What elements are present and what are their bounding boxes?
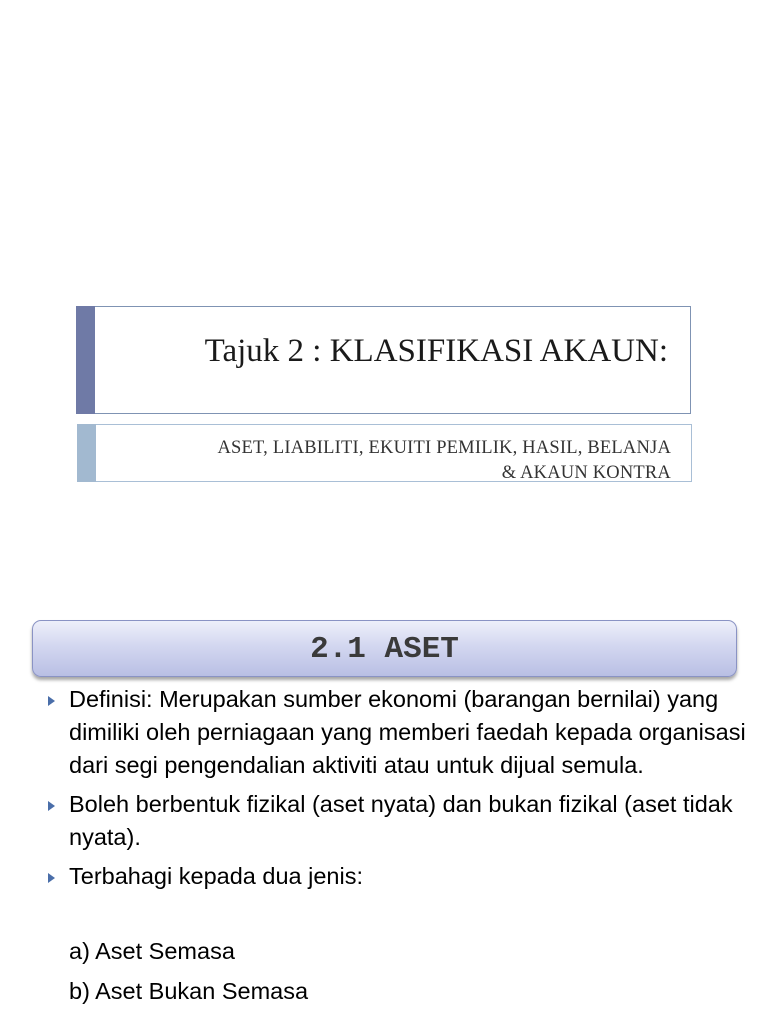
bullet-list: [46, 683, 746, 899]
sub-item-non-current-assets: b) Aset Bukan Semasa: [69, 978, 309, 1004]
bullet-text: Terbahagi kepada dua jenis:: [69, 863, 363, 889]
section-heading: 2.1 ASET: [310, 632, 459, 667]
sub-item-current-assets: a) Aset Semasa: [69, 938, 235, 964]
title-accent-bar: [76, 306, 95, 414]
subtitle-line-2: & AKAUN KONTRA: [501, 463, 671, 483]
slide-subtitle: [111, 436, 671, 486]
bullet-triangle-icon: [48, 696, 55, 706]
bullet-text: Definisi: Merupakan sumber ekonomi (barangan bernilai) yang dimiliki oleh perniagaan yang memberi faedah kepada organisasi dari segi pengendalian aktiviti atau untuk dijual semula.: [69, 686, 746, 778]
bullet-item-definition: [46, 683, 746, 782]
bullet-item-types: [46, 860, 746, 893]
subtitle-line-1: ASET, LIABILITI, EKUITI PEMILIK, HASIL, BELANJA: [217, 438, 671, 458]
title-box: [76, 306, 691, 414]
bullet-text: Boleh berbentuk fizikal (aset nyata) dan bukan fizikal (aset tidak nyata).: [69, 791, 733, 850]
section-heading-bar: [32, 620, 737, 677]
slide-title: Tajuk 2 : KLASIFIKASI AKAUN:: [204, 333, 668, 369]
bullet-triangle-icon: [48, 801, 55, 811]
bullet-item-form: [46, 788, 746, 854]
subtitle-accent-bar: [77, 424, 96, 482]
bullet-triangle-icon: [48, 873, 55, 883]
subtitle-box: [77, 424, 692, 482]
